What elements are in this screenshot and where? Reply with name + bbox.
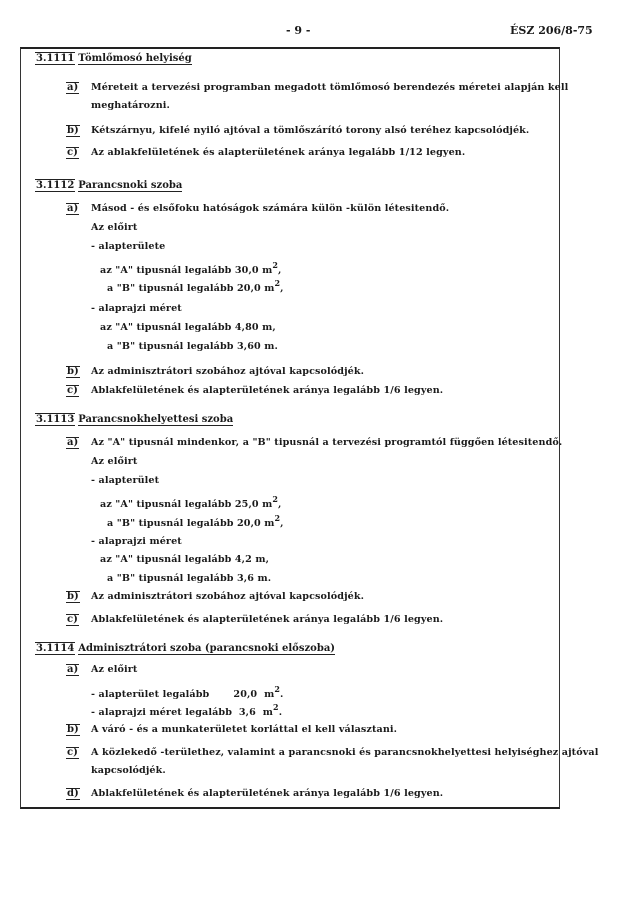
item-text: a "B" tipusnál legalább 20,0 $m^2$,: [107, 278, 284, 294]
section-number: 3.1114: [36, 643, 75, 654]
document-code: ÉSZ 206/8-75: [510, 24, 593, 37]
item-label: d): [67, 788, 79, 799]
section-heading-3-1111: [35, 53, 192, 64]
item-text: - alaprajzi méret legalább 3,6 $m^2$.: [91, 702, 283, 718]
item-text: a "B" tipusnál legalább 3,6 m.: [107, 573, 272, 584]
section-heading-3-1112: [35, 180, 182, 191]
item-label: a): [67, 82, 79, 93]
item-text: a "B" tipusnál legalább 20,0 $m^2$,: [107, 513, 284, 529]
page-number: - 9 -: [286, 24, 311, 37]
item-label: a): [67, 437, 79, 448]
item-text: A közlekedő -területhez, valamint a parancsnoki és parancsnokhelyettesi helyiséghez ajtóval: [91, 747, 599, 758]
item-text: A váró - és a munkaterületet korláttal el kell választani.: [91, 724, 398, 735]
item-text: Méreteit a tervezési programban megadott tömlőmosó berendezés méretei alapján kell: [91, 82, 569, 93]
item-text: - alapterület: [91, 475, 160, 486]
section-title: Parancsnoki szoba: [78, 180, 183, 191]
item-label: c): [67, 747, 78, 758]
section-number: 3.1112: [36, 180, 75, 191]
item-label: c): [67, 385, 78, 396]
item-text: Az ablakfelületének és alapterületének aránya legalább 1/12 legyen.: [91, 147, 466, 158]
item-label: c): [67, 614, 78, 625]
item-text: az "A" tipusnál legalább 4,2 m,: [100, 554, 270, 565]
section-title: Parancsnokhelyettesi szoba: [78, 414, 234, 425]
item-label: c): [67, 147, 78, 158]
item-text: - alaprajzi méret: [91, 536, 182, 547]
item-text: Az "A" tipusnál mindenkor, a "B" tipusnál a tervezési programtól függően létesitendő.: [91, 437, 563, 448]
item-text: a "B" tipusnál legalább 3,60 m.: [107, 341, 278, 352]
section-number: 3.1113: [36, 414, 75, 425]
section-title: Tömlőmosó helyiség: [78, 53, 192, 64]
item-text: az "A" tipusnál legalább 4,80 m,: [100, 322, 276, 333]
item-text: kapcsolódjék.: [91, 765, 166, 776]
item-label: b): [67, 591, 79, 602]
item-text: Másod - és elsőfoku hatóságok számára külön -külön létesitendő.: [91, 203, 450, 214]
item-text: az "A" tipusnál legalább 30,0 $m^2$,: [100, 260, 282, 276]
item-label: b): [67, 125, 79, 136]
item-label: a): [67, 203, 79, 214]
item-text: Kétszárnyu, kifelé nyiló ajtóval a tömlőszárító torony alsó teréhez kapcsolódjék.: [91, 125, 530, 136]
item-text: - alapterülete: [91, 241, 166, 252]
item-label: a): [67, 664, 79, 675]
item-text: Az előirt: [91, 664, 138, 675]
item-text: Ablakfelületének és alapterületének aránya legalább 1/6 legyen.: [91, 788, 444, 799]
section-number: 3.1111: [36, 53, 75, 64]
item-text: - alapterület legalább 20,0 $m^2$.: [91, 684, 284, 700]
item-text: - alaprajzi méret: [91, 303, 182, 314]
item-text: Az adminisztrátori szobához ajtóval kapcsolódjék.: [91, 366, 365, 377]
section-heading-3-1113: [35, 414, 233, 425]
item-text: az "A" tipusnál legalább 25,0 $m^2$,: [100, 494, 282, 510]
item-label: b): [67, 724, 79, 735]
item-text: Az előirt: [91, 222, 138, 233]
item-text: Ablakfelületének és alapterületének aránya legalább 1/6 legyen.: [91, 385, 444, 396]
section-title: Adminisztrátori szoba (parancsnoki előszoba): [78, 643, 336, 654]
item-label: b): [67, 366, 79, 377]
item-text: Ablakfelületének és alapterületének aránya legalább 1/6 legyen.: [91, 614, 444, 625]
section-heading-3-1114: [35, 643, 335, 654]
item-text: Az előirt: [91, 456, 138, 467]
item-text: meghatározni.: [91, 100, 170, 111]
item-text: Az adminisztrátori szobához ajtóval kapcsolódjék.: [91, 591, 365, 602]
